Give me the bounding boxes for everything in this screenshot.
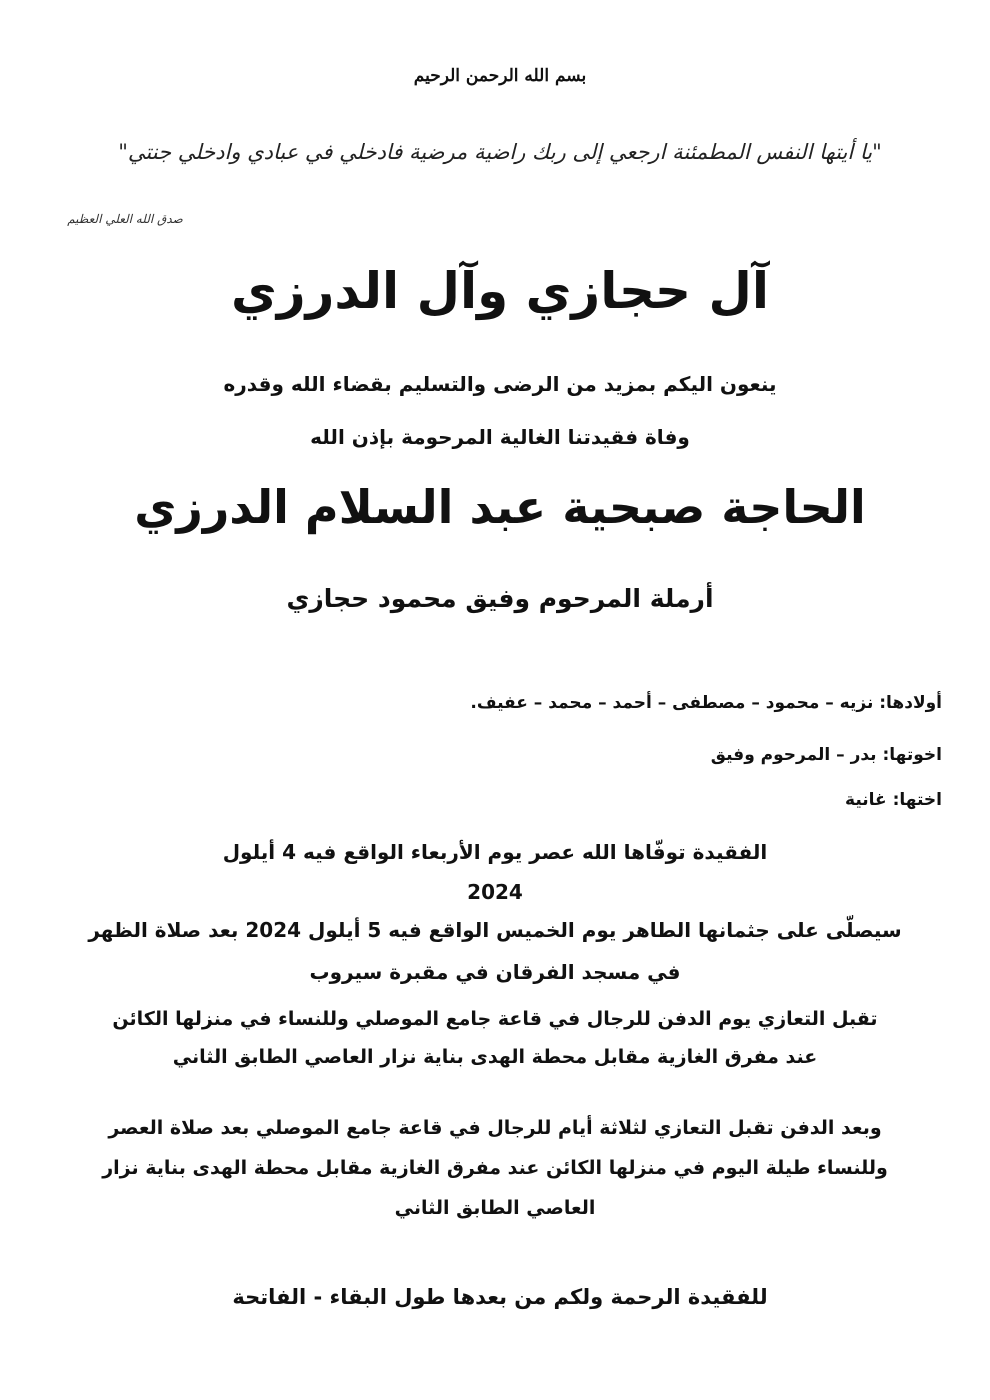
after-burial-line-1: وبعد الدفن تقبل التعازي لثلاثة أيام للرجال في قاعة جامع الموصلي بعد صلاة العصر xyxy=(108,1117,882,1139)
intro-line-1: ينعون اليكم بمزيد من الرضى والتسليم بقضاء الله وقدره xyxy=(223,372,777,396)
deceased-name: الحاجة صبحية عبد السلام الدرزي xyxy=(134,480,866,534)
basmala: بسم الله الرحمن الرحيم xyxy=(413,66,587,86)
intro-line-2: وفاة فقيدتنا الغالية المرحومة بإذن الله xyxy=(310,425,690,449)
brothers-list: اخوتها: بدر – المرحوم وفيق xyxy=(710,745,942,765)
children-list: أولادها: نزيه – محمود – مصطفى – أحمد – محمد – عفيف. xyxy=(470,693,942,713)
death-line-1: الفقيدة توفّاها الله عصر يوم الأربعاء الواقع فيه 4 أيلول xyxy=(222,840,768,864)
verse-attribution: صدق الله العلي العظيم xyxy=(67,212,183,226)
after-burial-line-2: وللنساء طيلة اليوم في منزلها الكائن عند مفرق الغازية مقابل محطة الهدى بناية نزار xyxy=(102,1157,888,1179)
condolence-line-2: عند مفرق الغازية مقابل محطة الهدى بناية نزار العاصي الطابق الثاني xyxy=(172,1046,818,1068)
families-title: آل حجازي وآل الدرزي xyxy=(231,262,769,320)
widow-of: أرملة المرحوم وفيق محمود حجازي xyxy=(286,584,714,613)
funeral-line-1: سيصلّى على جثمانها الطاهر يوم الخميس الواقع فيه 5 أيلول 2024 بعد صلاة الظهر xyxy=(88,918,902,942)
quran-verse: "يا أيتها النفس المطمئنة ارجعي إلى ربك راضية مرضية فادخلي في عبادي وادخلي جنتي" xyxy=(118,140,882,164)
closing-prayer: للفقيدة الرحمة ولكم من بعدها طول البقاء - الفاتحة xyxy=(232,1285,768,1309)
condolence-line-1: تقبل التعازي يوم الدفن للرجال في قاعة جامع الموصلي وللنساء في منزلها الكائن xyxy=(112,1008,878,1030)
death-line-2: 2024 xyxy=(467,880,523,904)
after-burial-line-3: العاصي الطابق الثاني xyxy=(394,1197,596,1219)
sisters-list: اختها: غانية xyxy=(845,790,942,810)
funeral-line-2: في مسجد الفرقان في مقبرة سيروب xyxy=(309,960,681,984)
